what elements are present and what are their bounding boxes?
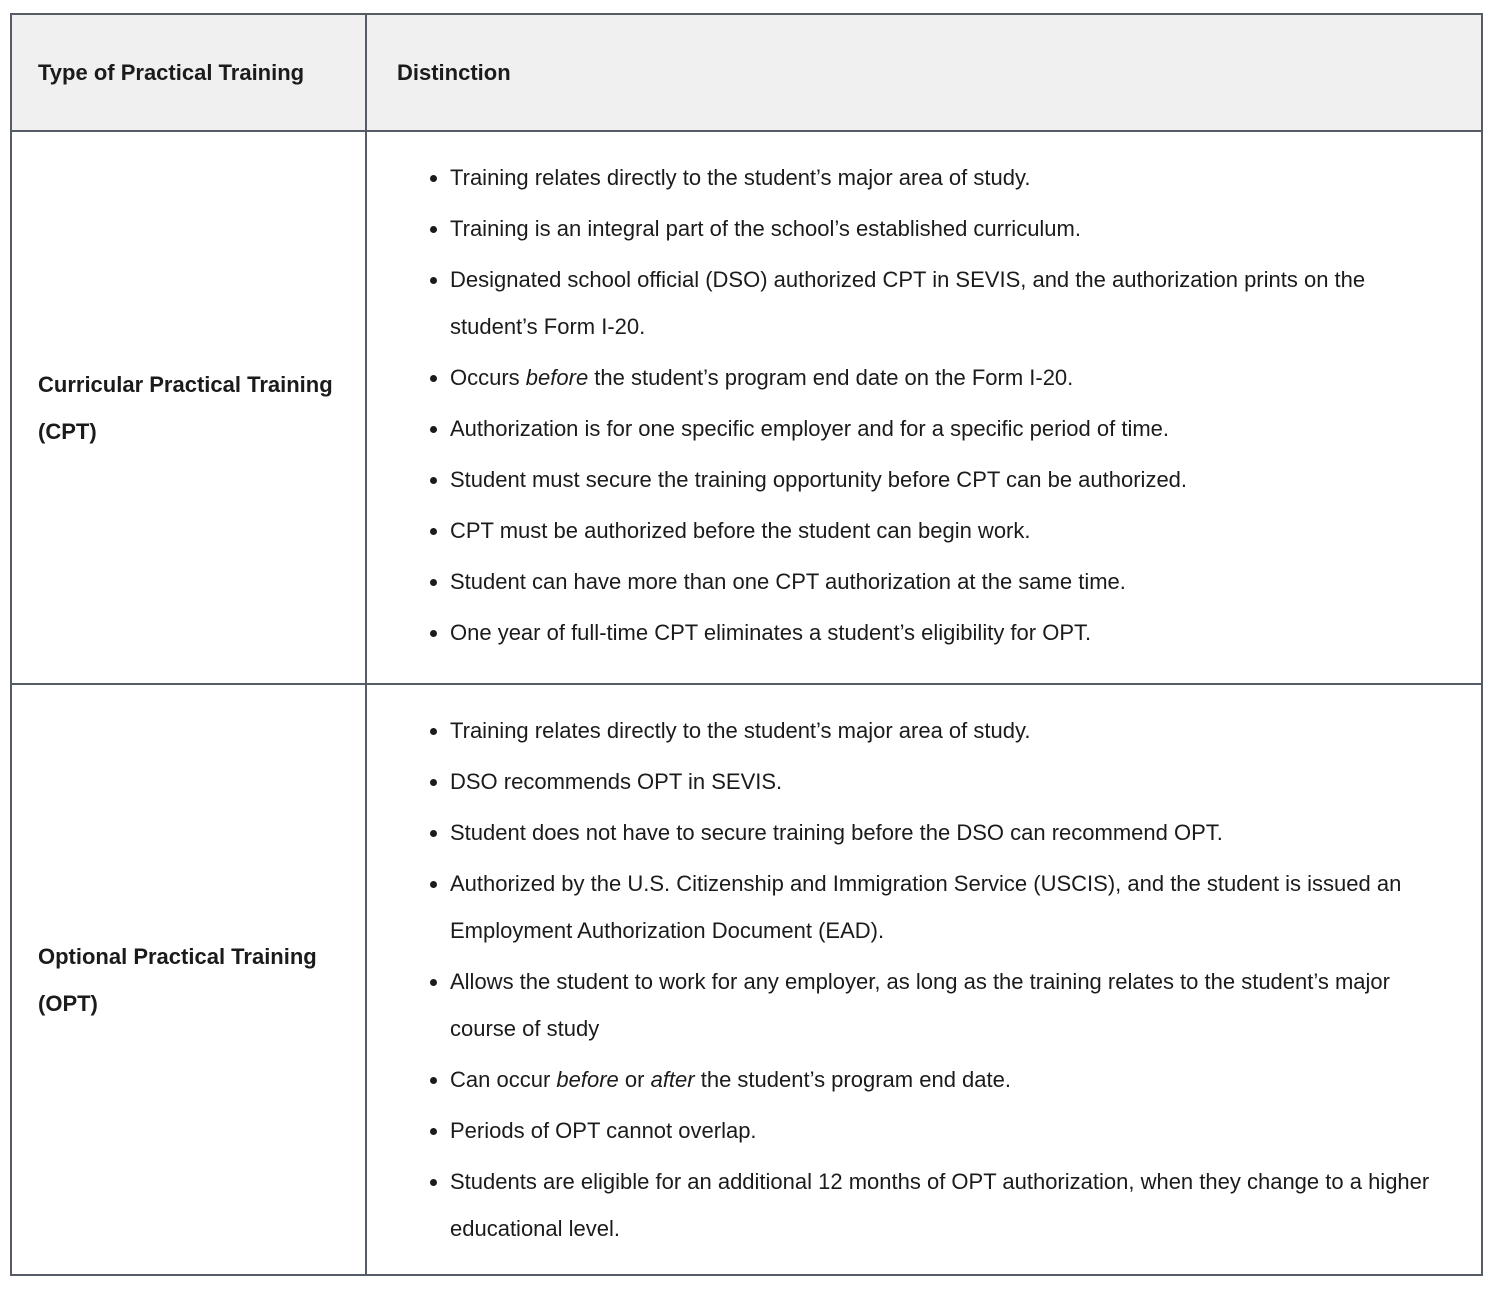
bullet-text: Authorization is for one specific employer and for a specific period of time. (450, 416, 1170, 441)
bullet-text-italic: after (650, 1067, 695, 1092)
bullet-item (450, 405, 1446, 452)
bullet-item (450, 860, 1446, 954)
table-header (11, 14, 1482, 131)
header-row (11, 14, 1482, 131)
bullet-text: Students are eligible for an additional 12 months of OPT authorization, when they change to a higher educational level. (450, 1169, 1430, 1241)
table-row-opt (11, 684, 1482, 1275)
bullet-text: Authorized by the U.S. Citizenship and Immigration Service (USCIS), and the student is issued an Employment Authorization Document (EAD). (450, 871, 1402, 943)
bullet-text: the student’s program end date. (694, 1067, 1011, 1092)
row-label-opt: Optional Practical Training (OPT) (11, 684, 366, 1275)
bullet-item (450, 456, 1446, 503)
table-row-cpt (11, 131, 1482, 684)
opt-bullet-list (397, 707, 1446, 1252)
bullet-item (450, 809, 1446, 856)
practical-training-comparison-table (10, 13, 1483, 1276)
bullet-text: Training is an integral part of the school’s established curriculum. (450, 216, 1081, 241)
bullet-text: the student’s program end date on the Form I-20. (588, 365, 1074, 390)
bullet-item (450, 1056, 1446, 1103)
bullet-item (450, 707, 1446, 754)
table-body (11, 131, 1482, 1275)
column-header-distinction: Distinction (366, 14, 1482, 131)
bullet-item (450, 609, 1446, 656)
bullet-item (450, 354, 1446, 401)
bullet-text: Periods of OPT cannot overlap. (450, 1118, 757, 1143)
bullet-text: or (618, 1067, 651, 1092)
bullet-item (450, 758, 1446, 805)
bullet-text: Student does not have to secure training before the DSO can recommend OPT. (450, 820, 1223, 845)
bullet-text: Allows the student to work for any employer, as long as the training relates to the student’s major course of study (450, 969, 1390, 1041)
row-distinction-cpt (366, 131, 1482, 684)
bullet-text: Training relates directly to the student’s major area of study. (450, 165, 1031, 190)
bullet-text: Student can have more than one CPT authorization at the same time. (450, 569, 1126, 594)
bullet-item (450, 958, 1446, 1052)
bullet-text: Student must secure the training opportunity before CPT can be authorized. (450, 467, 1188, 492)
bullet-text: DSO recommends OPT in SEVIS. (450, 769, 783, 794)
column-header-type-of-practical-training: Type of Practical Training (11, 14, 366, 131)
bullet-item (450, 256, 1446, 350)
bullet-text: Training relates directly to the student’s major area of study. (450, 718, 1031, 743)
bullet-text: Designated school official (DSO) authorized CPT in SEVIS, and the authorization prints on the student’s Form I-20. (450, 267, 1366, 339)
row-label-cpt: Curricular Practical Training (CPT) (11, 131, 366, 684)
bullet-text: One year of full-time CPT eliminates a student’s eligibility for OPT. (450, 620, 1092, 645)
bullet-text-italic: before (556, 1067, 619, 1092)
bullet-item (450, 507, 1446, 554)
bullet-item (450, 154, 1446, 201)
bullet-text-italic: before (525, 365, 589, 390)
bullet-item (450, 205, 1446, 252)
bullet-text: Can occur (450, 1067, 557, 1092)
bullet-item (450, 558, 1446, 605)
bullet-item (450, 1107, 1446, 1154)
bullet-text: CPT must be authorized before the student can begin work. (450, 518, 1031, 543)
bullet-text: Occurs (450, 365, 526, 390)
row-distinction-opt (366, 684, 1482, 1275)
cpt-bullet-list (397, 154, 1446, 656)
bullet-item (450, 1158, 1446, 1252)
